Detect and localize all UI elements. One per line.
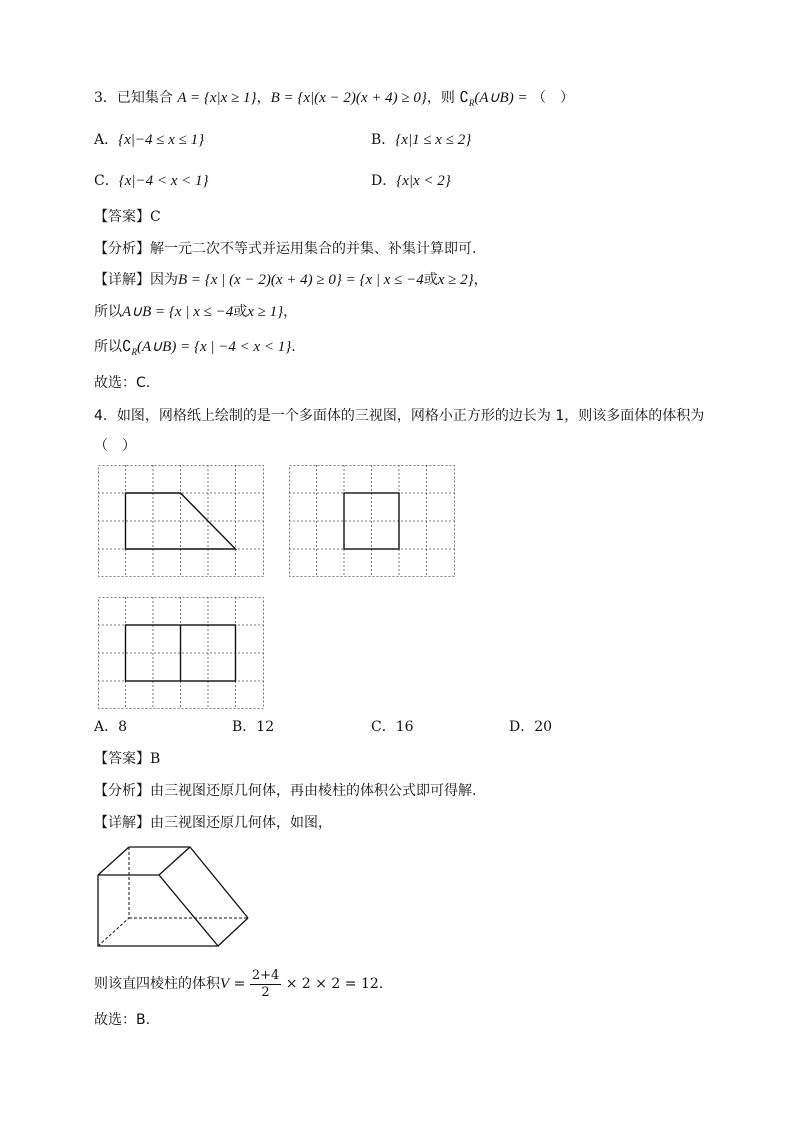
q4-stem-line1: 4．如图，网格纸上绘制的是一个多面体的三视图，网格小正方形的边长为 1，则该多面体的体积为 xyxy=(94,408,705,424)
q3-detail-1: 【详解】因为B = {x | (x − 2)(x + 4) ≥ 0} = {x | x ≤ −4或x ≥ 2}， xyxy=(94,272,488,288)
q3-option-c: C．{x|−4 < x < 1} xyxy=(94,173,209,189)
q4-option-a: A．8 xyxy=(94,719,128,735)
q4-detail: 【详解】由三视图还原几何体，如图， xyxy=(94,815,332,831)
side-view-figure xyxy=(289,465,455,577)
q3-detail-3: 所以$∁_R(A\cup B) = \{x$ | −4 < x < 1}. xyxy=(94,339,296,357)
q3-analysis: 【分析】解一元二次不等式并运用集合的并集、补集计算即可. xyxy=(94,241,477,257)
q4-option-b: B．12 xyxy=(232,719,275,735)
q4-conclusion: 故选：B. xyxy=(94,1012,151,1028)
q3-stem: 3．已知集合 A = {x|x ≥ 1}，B = {x|(x − 2)(x + 4) ≥ 0}，则 $∁_R(A\cup B)$ = （ ） xyxy=(94,90,575,108)
front-view-figure xyxy=(98,465,264,577)
q4-answer: 【答案】B xyxy=(94,751,161,767)
top-view-figure xyxy=(98,597,264,709)
q4-option-c: C．16 xyxy=(371,719,414,735)
q3-answer: 【答案】C xyxy=(94,209,161,225)
q4-analysis: 【分析】由三视图还原几何体，再由棱柱的体积公式即可得解. xyxy=(94,783,477,799)
q3-option-d: D．{x|x < 2} xyxy=(371,173,451,189)
volume-fraction: $\frac{2+4}{2}$ xyxy=(251,967,280,1000)
q3-conclusion: 故选：C. xyxy=(94,375,151,391)
q4-volume-line: 则该直四棱柱的体积V = $\frac{2+4}{2}$ × 2 × 2 = 12. xyxy=(94,967,384,1000)
grid-lines xyxy=(289,465,455,577)
q4-option-d: D．20 xyxy=(509,719,553,735)
prism-solid-figure xyxy=(96,842,251,950)
q3-option-b: B．{x|1 ≤ x ≤ 2} xyxy=(371,132,472,148)
prism-edges xyxy=(98,847,248,946)
q3-option-a: A．{x|−4 ≤ x ≤ 1} xyxy=(94,132,205,148)
q3-detail-2: 所以A∪B = {x | x ≤ −4或x ≥ 1}， xyxy=(94,304,298,320)
q4-stem-line2: （ ） xyxy=(94,438,136,454)
grid-lines xyxy=(98,465,264,577)
